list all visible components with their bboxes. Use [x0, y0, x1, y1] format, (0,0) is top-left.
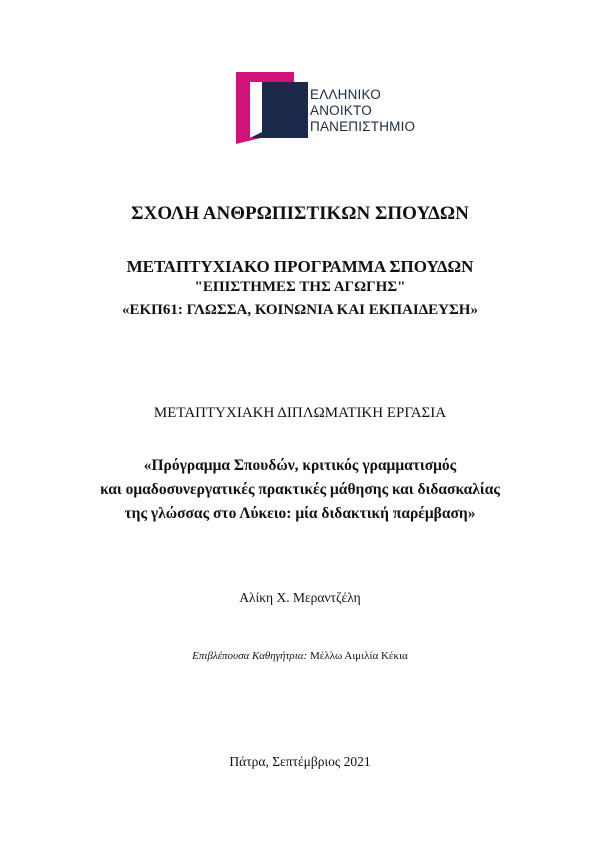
logo-line-3: ΠΑΝΕΠΙΣΤΗΜΙΟ	[310, 119, 416, 134]
university-logo	[236, 72, 436, 144]
university-logo-icon	[236, 72, 308, 144]
logo-line-2: ΑΝΟΙΚΤΟ	[310, 103, 372, 118]
thesis-title-line-3: της γλώσσας στο Λύκειο: μία διδακτική παρέμβαση»	[124, 505, 476, 522]
logo-wordmark	[310, 87, 415, 135]
supervisor-line	[0, 650, 600, 662]
thesis-title-line-2: και ομαδοσυνεργατικές πρακτικές μάθησης και διδασκαλίας	[100, 481, 500, 498]
school-name: ΣΧΟΛΗ ΑΝΘΡΩΠΙΣΤΙΚΩΝ ΣΠΟΥΔΩΝ	[131, 203, 469, 224]
thesis-type: ΜΕΤΑΠΤΥΧΙΑΚΗ ΔΙΠΛΩΜΑΤΙΚΗ ΕΡΓΑΣΙΑ	[153, 405, 447, 421]
supervisor-name: Μέλλω Αιμιλία Κέκια	[307, 650, 408, 662]
supervisor-role: Επιβλέπουσα Καθηγήτρια:	[192, 650, 308, 662]
place-date: Πάτρα, Σεπτέμβριος 2021	[229, 754, 371, 769]
program-subtitle: "ΕΠΙΣΤΗΜΕΣ ΤΗΣ ΑΓΩΓΗΣ"	[194, 279, 406, 295]
program-title: ΜΕΤΑΠΤΥΧΙΑΚΟ ΠΡΟΓΡΑΜΜΑ ΣΠΟΥΔΩΝ	[126, 257, 474, 276]
author-name: Αλίκη Χ. Μεραντζέλη	[239, 590, 361, 605]
program-module: «ΕΚΠ61: ΓΛΩΣΣΑ, ΚΟΙΝΩΝΙΑ ΚΑΙ ΕΚΠΑΙΔΕΥΣΗ»	[122, 302, 478, 318]
logo-line-1: ΕΛΛΗΝΙΚΟ	[310, 87, 381, 102]
thesis-title-line-1: «Πρόγραμμα Σπουδών, κριτικός γραμματισμός	[143, 457, 457, 474]
